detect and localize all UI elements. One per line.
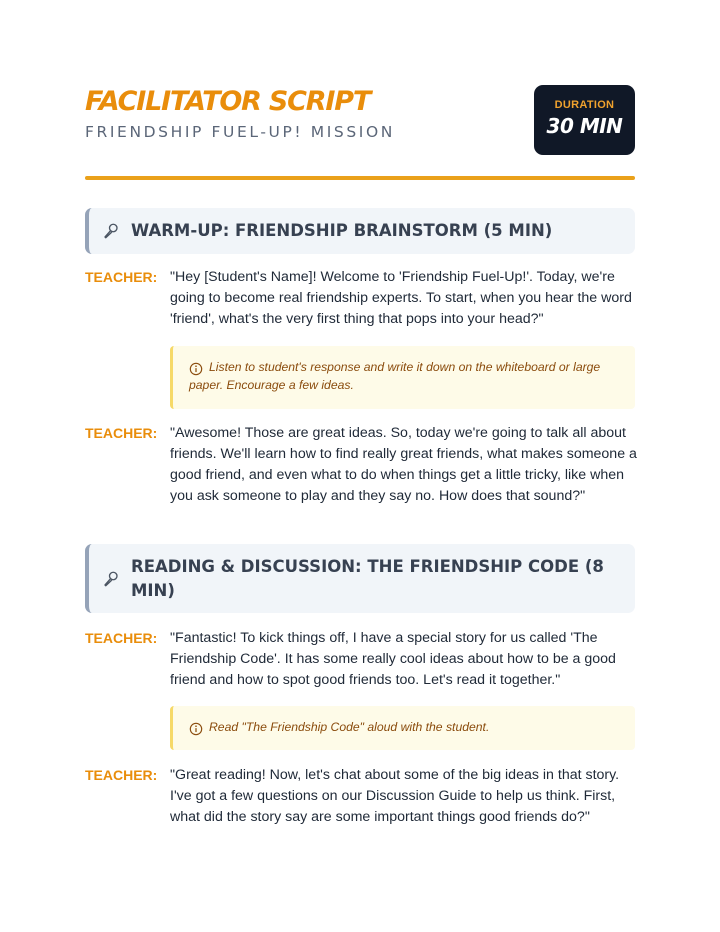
header-divider [85,176,635,180]
speaker-label: TEACHER: [85,425,158,441]
duration-badge [534,85,635,155]
note-text: Listen to student's response and write it down on the whiteboard or large paper. Encourage a few ideas. [189,360,601,392]
section-header-warm-up [85,208,635,254]
facilitator-note [170,346,635,409]
teacher-line: "Great reading! Now, let's chat about some of the big ideas in that story. I've got a few questions on our Discussion Guide to help us think. First, what did the story say are some important things good friends do?" [170,767,620,825]
teacher-line: "Awesome! Those are great ideas. So, today we're going to talk all about friends. We'll learn how to find really great friends, what makes someone a good friend, and even what to do when things get a little tricky, like when you ask someone to play and they say no. How does that sound?" [170,425,637,504]
teacher-line: "Hey [Student's Name]! Welcome to 'Friendship Fuel-Up!'. Today, we're going to become real friendship experts. To start, when you hear the word 'friend', what's the very first thing that pops into your head?" [170,269,632,327]
section-title: WARM-UP: FRIENDSHIP BRAINSTORM (5 MIN) [131,221,553,240]
facilitator-note [170,706,635,750]
section-header-reading-discussion [85,544,635,613]
page-title: FACILITATOR SCRIPT [85,86,371,117]
page-header [85,86,635,156]
speaker-label: TEACHER: [85,630,158,646]
section-title: READING & DISCUSSION: THE FRIENDSHIP CODE (8 MIN) [131,557,604,600]
teacher-line: "Fantastic! To kick things off, I have a special story for us called 'The Friendship Code'. It has some really cool ideas about how to be a good friend and how to spot good friends too. Let's read it together." [170,630,616,688]
microphone-icon [102,570,120,588]
speaker-label: TEACHER: [85,767,158,783]
speaker-label: TEACHER: [85,269,158,285]
microphone-icon [102,222,120,240]
duration-value: 30 MIN [546,114,623,138]
page-subtitle: FRIENDSHIP FUEL-UP! MISSION [85,123,395,141]
duration-label: DURATION [554,99,615,111]
note-text: Read "The Friendship Code" aloud with the student. [209,720,490,734]
